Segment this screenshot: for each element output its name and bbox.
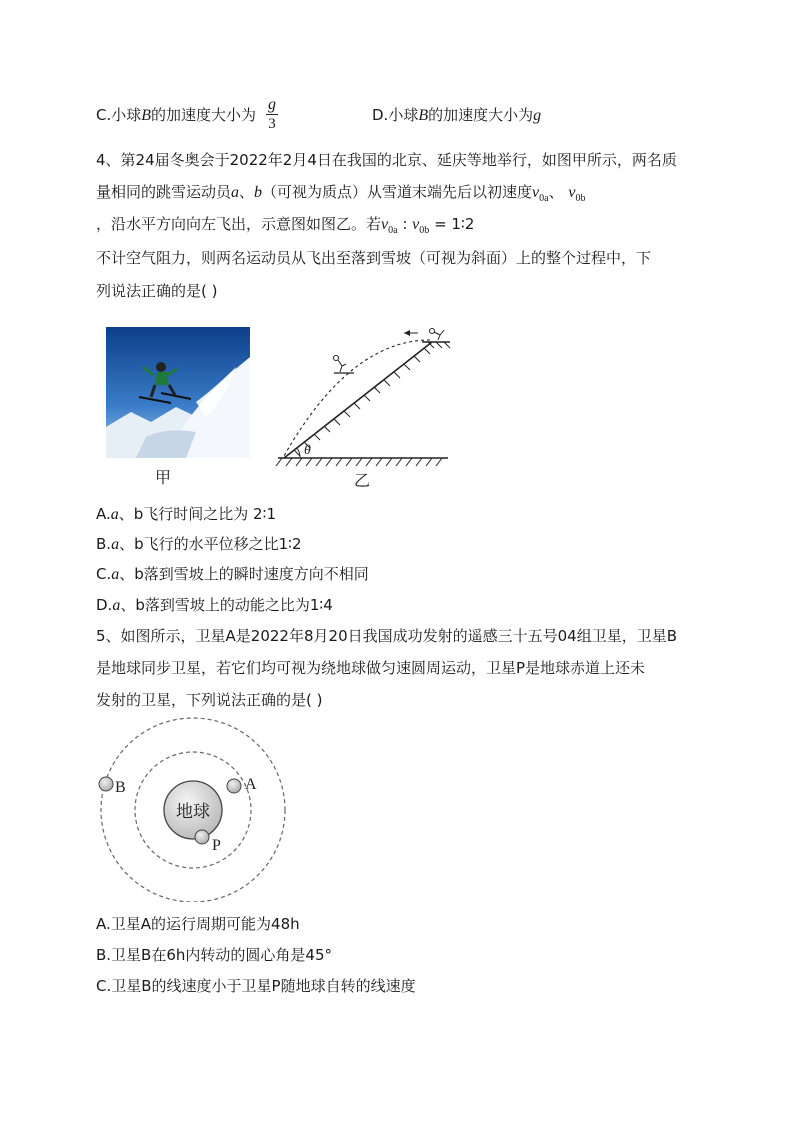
satellite-a-icon (227, 779, 241, 793)
q3-option-c-var: B (141, 107, 152, 124)
earth-label: 地球 (176, 802, 210, 822)
label-a: A (245, 776, 257, 793)
q4-option-c: C.a、b落到雪坡上的瞬时速度方向不相同 (96, 565, 369, 583)
fraction-denominator: 3 (268, 116, 276, 132)
theta-label: θ (304, 443, 311, 458)
q4-v0a: $v_{0a}$ (532, 184, 549, 205)
q5-option-b: B.卫星B在6h内转动的圆心角是45° (96, 946, 332, 964)
q4-var-b: b (254, 184, 263, 201)
q5-option-a: A.卫星A的运行周期可能为48h (96, 915, 300, 933)
q3-option-d-text: 的加速度大小为 (428, 106, 534, 124)
q4-stem-line3: ，沿水平方向向左飞出，示意图如图乙。若$v_{0a}$ : $v_{0b}$ = 1∶2 (96, 215, 475, 237)
slope-diagram (270, 320, 470, 470)
q5-option-c: C.卫星B的线速度小于卫星P随地球自转的线速度 (96, 977, 416, 995)
q3-option-d-val: g (533, 107, 542, 124)
q5-stem-line1: 5、如图所示，卫星A是2022年8月20日我国成功发射的遥感三十五号04组卫星，卫星B (96, 627, 677, 645)
q3-fraction-g-over-3 (266, 96, 278, 133)
orbit-diagram (95, 712, 295, 902)
satellite-b-icon (99, 777, 113, 791)
q4-stem-line5: 列说法正确的是( ) (96, 282, 218, 300)
fraction-numerator: g (268, 96, 276, 113)
q4-stem-line1: 4、第24届冬奥会于2022年2月4日在我国的北京、延庆等地举行，如图甲所示，两名质 (96, 151, 677, 169)
figure-b-caption: 乙 (354, 471, 371, 490)
q5-stem-line2: 是地球同步卫星，若它们均可视为绕地球做匀速圆周运动，卫星P是地球赤道上还未 (96, 659, 646, 677)
q4-var-a: a (231, 184, 240, 201)
q4-ratio-v0b: $v_{0b}$ (412, 216, 430, 237)
q3-option-c-prefix: C.小球 (96, 106, 142, 124)
q3-option-c-text: 的加速度大小为 (151, 106, 257, 124)
q4-stem-line2 (96, 181, 586, 210)
satellite-p-icon (195, 830, 209, 844)
q4-line2-c: （可视为质点）从雪道末端先后以初速度 (262, 183, 533, 201)
q4-line2-a: 量相同的跳雪运动员 (96, 183, 232, 201)
q3-option-c (96, 104, 256, 127)
q4-ratio-eq: = 1∶2 (434, 215, 475, 233)
figure-a-caption: 甲 (155, 468, 172, 487)
q4-option-a: A.a、b飞行时间之比为 2∶1 (96, 505, 277, 523)
q5-stem-line3: 发射的卫星，下列说法正确的是( ) (96, 691, 323, 709)
q3-option-d (372, 104, 541, 127)
q4-option-b: B.a、b飞行的水平位移之比1∶2 (96, 535, 302, 553)
q4-stem-line4: 不计空气阻力，则两名运动员从飞出至落到雪坡（可视为斜面）上的整个过程中，下 (96, 249, 652, 267)
q4-line3-a: ，沿水平方向向左飞出，示意图如图乙。若 (96, 215, 382, 233)
q4-line2-sep: 、 (239, 183, 255, 201)
q4-option-d: D.a、b落到雪坡上的动能之比为1∶4 (96, 596, 333, 614)
q4-v0b: $v_{0b}$ (568, 184, 586, 205)
label-b: B (115, 779, 126, 796)
ski-jump-photo (106, 327, 250, 458)
q4-ratio-v0a: $v_{0a}$ (381, 216, 398, 237)
q3-option-d-prefix: D.小球 (372, 106, 419, 124)
label-p: P (212, 837, 221, 854)
q4-v-sep: 、 (548, 183, 564, 201)
q3-option-d-var: B (418, 107, 429, 124)
